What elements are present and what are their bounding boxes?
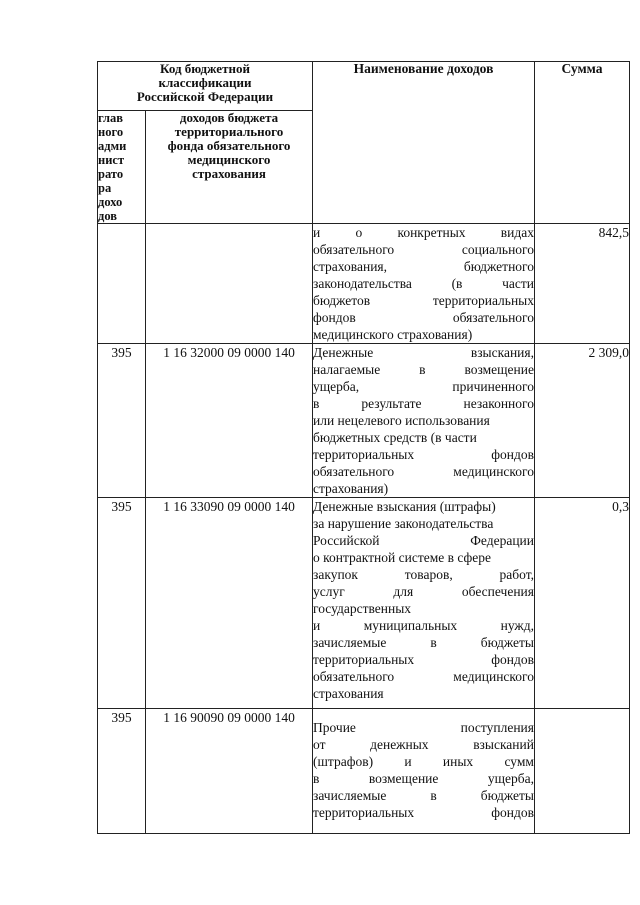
description-line	[313, 770, 534, 787]
description-line	[313, 395, 534, 412]
admin-header-line: дов	[98, 209, 118, 223]
description-word: возмещение	[368, 771, 439, 786]
description-word: конкретных	[397, 225, 466, 240]
administrator-code-cell: 395	[98, 344, 146, 498]
code-header-line: классификации	[158, 75, 252, 90]
description-line	[313, 651, 534, 668]
description-line	[313, 463, 534, 480]
table-row	[98, 344, 630, 498]
description-word: и	[313, 225, 321, 240]
description-word: причиненного	[452, 379, 534, 394]
administrator-header	[98, 111, 146, 224]
description-word: и	[404, 754, 412, 769]
description-line	[313, 275, 534, 292]
income-code-header	[146, 111, 313, 224]
description-word: обязательного	[313, 669, 395, 684]
description-line	[313, 224, 534, 241]
description-word: работ,	[499, 567, 534, 582]
description-word: сумм	[504, 754, 534, 769]
description-word: в	[419, 362, 426, 377]
income-header-line: доходов бюджета	[179, 110, 279, 125]
description-word: Денежные	[313, 345, 374, 360]
description-word: в	[430, 635, 437, 650]
description-line	[313, 480, 534, 497]
income-header-line: медицинского	[187, 152, 271, 167]
description-line	[313, 736, 534, 753]
description-line	[313, 429, 534, 446]
description-line	[313, 498, 534, 515]
description-word: фондов	[491, 447, 534, 462]
code-header-line: Код бюджетной	[160, 61, 250, 76]
description-word: в	[430, 788, 437, 803]
income-header-line: фонда обязательного	[167, 138, 291, 153]
description-line	[313, 617, 534, 634]
description-word: услуг	[313, 584, 345, 599]
description-word: территориальных	[432, 293, 534, 308]
description-line	[313, 634, 534, 651]
description-line	[313, 412, 534, 429]
table-row	[98, 224, 630, 344]
sum-cell: 0,3	[535, 498, 630, 709]
description-line	[313, 787, 534, 804]
description-word: бюджеты	[480, 635, 534, 650]
income-code-cell	[146, 224, 313, 344]
administrator-code-cell: 395	[98, 709, 146, 834]
description-word: иных	[442, 754, 474, 769]
income-code-cell: 1 16 32000 09 0000 140	[146, 344, 313, 498]
description-line	[313, 241, 534, 258]
description-line	[313, 566, 534, 583]
description-word: бюджетных средств (в части	[313, 430, 477, 445]
description-word: фондов	[313, 310, 356, 325]
description-word: товаров,	[404, 567, 453, 582]
description-word: фондов	[491, 805, 534, 820]
description-word: денежных	[370, 737, 429, 752]
income-code-cell: 1 16 90090 09 0000 140	[146, 709, 313, 834]
description-word: территориальных	[313, 652, 415, 667]
description-word: видах	[500, 225, 534, 240]
income-description-cell	[313, 709, 535, 834]
description-word: медицинского	[453, 464, 534, 479]
description-word: поступления	[460, 720, 534, 735]
income-description-cell	[313, 498, 535, 709]
description-word: части	[502, 276, 534, 291]
description-word: медицинского	[453, 669, 534, 684]
admin-header-line: адми	[98, 139, 127, 153]
description-word: о	[355, 225, 363, 240]
description-word: от	[313, 737, 326, 752]
income-code-cell: 1 16 33090 09 0000 140	[146, 498, 313, 709]
description-word: законодательства	[313, 276, 412, 291]
description-word: территориальных	[313, 805, 415, 820]
description-word: взысканий	[473, 737, 534, 752]
income-header-line: территориального	[174, 124, 284, 139]
sum-header: Сумма	[535, 62, 630, 224]
description-word: бюджетов	[313, 293, 371, 308]
description-line	[313, 668, 534, 685]
description-word: ущерба,	[487, 771, 534, 786]
description-word: Прочие	[313, 720, 356, 735]
description-line	[313, 549, 534, 566]
income-header-line: страхования	[192, 166, 266, 181]
description-line	[313, 685, 534, 702]
description-word: взыскания,	[470, 345, 534, 360]
description-line	[313, 326, 534, 343]
description-line	[313, 344, 534, 361]
description-line	[313, 446, 534, 463]
description-word: в	[313, 771, 320, 786]
description-word: страхования)	[313, 481, 389, 496]
income-name-header: Наименование доходов	[313, 62, 535, 224]
description-word: государственных	[313, 601, 412, 616]
description-word: Российской	[313, 533, 380, 548]
admin-header-line: рато	[98, 167, 124, 181]
sum-cell: 2 309,0	[535, 344, 630, 498]
code-header-line: Российской Федерации	[136, 89, 274, 104]
admin-header-line: ра	[98, 181, 112, 195]
description-line	[313, 719, 534, 736]
description-line	[313, 361, 534, 378]
description-word: нужд,	[500, 618, 534, 633]
description-line	[313, 378, 534, 395]
sum-cell: 842,5	[535, 224, 630, 344]
budget-income-table	[97, 61, 630, 834]
description-word: или нецелевого использования	[313, 413, 490, 428]
description-line	[313, 292, 534, 309]
income-description-cell	[313, 344, 535, 498]
description-word: результате	[361, 396, 422, 411]
description-word: налагаемые	[313, 362, 381, 377]
description-word: Федерации	[470, 533, 534, 548]
code-classification-header	[98, 62, 313, 111]
description-word: незаконного	[463, 396, 534, 411]
description-word: зачисляемые	[313, 635, 387, 650]
description-word: о контрактной системе в сфере	[313, 550, 492, 565]
description-word: обязательного	[313, 464, 395, 479]
description-word: страхования,	[313, 259, 388, 274]
table-row	[98, 709, 630, 834]
description-word: Денежные взыскания (штрафы)	[313, 499, 496, 514]
description-word: обязательного	[313, 242, 395, 257]
description-word: обеспечения	[461, 584, 534, 599]
description-word: страхования	[313, 686, 384, 701]
description-word: бюджетного	[463, 259, 534, 274]
description-word: муниципальных	[363, 618, 458, 633]
description-word: ущерба,	[313, 379, 360, 394]
admin-header-line: дохо	[98, 195, 123, 209]
administrator-code-cell: 395	[98, 498, 146, 709]
description-word: бюджеты	[480, 788, 534, 803]
description-word: и	[313, 618, 321, 633]
description-word: возмещение	[464, 362, 534, 377]
income-description-cell	[313, 224, 535, 344]
description-line	[313, 583, 534, 600]
description-line	[313, 532, 534, 549]
description-word: обязательного	[452, 310, 534, 325]
admin-header-line: ного	[98, 125, 124, 139]
administrator-code-cell	[98, 224, 146, 344]
admin-header-line: глав	[98, 111, 124, 125]
table-row	[98, 498, 630, 709]
description-word: медицинского страхования)	[313, 327, 473, 342]
description-word: за нарушение законодательства	[313, 516, 494, 531]
sum-cell	[535, 709, 630, 834]
description-word: для	[393, 584, 414, 599]
description-word: социального	[461, 242, 534, 257]
description-word: в	[313, 396, 320, 411]
description-word: (штрафов)	[313, 754, 374, 769]
description-word: фондов	[491, 652, 534, 667]
description-line	[313, 753, 534, 770]
description-line	[313, 600, 534, 617]
description-word: (в	[451, 276, 463, 291]
description-line	[313, 515, 534, 532]
description-line	[313, 258, 534, 275]
description-line	[313, 309, 534, 326]
admin-header-line: нист	[98, 153, 125, 167]
description-word: закупок	[313, 567, 358, 582]
description-word: территориальных	[313, 447, 415, 462]
description-line	[313, 804, 534, 821]
description-word: зачисляемые	[313, 788, 387, 803]
